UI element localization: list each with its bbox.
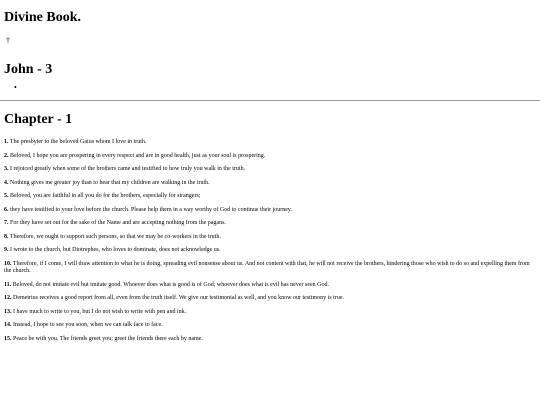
verse-number: 2. xyxy=(4,152,9,159)
verse-item xyxy=(4,261,536,276)
cross-icon: † xyxy=(6,36,10,45)
site-title: Divine Book. xyxy=(4,10,82,25)
verse-item xyxy=(4,153,536,161)
verse-text: I rejoiced greatly when some of the brothers came and testified to how truly you walk in the truth. xyxy=(10,166,246,172)
verse-item xyxy=(4,309,536,317)
verse-item xyxy=(4,247,536,255)
verse-number: 7. xyxy=(4,220,9,226)
verse-item xyxy=(4,322,536,330)
book-nav-item[interactable] xyxy=(14,83,536,93)
verse-number: 10. xyxy=(4,260,12,267)
verse-number: 12. xyxy=(4,295,12,301)
verse-number: 13. xyxy=(4,308,12,315)
verse-text: Therefore, if I come, I will draw attention to what he is doing, spreading evil nonsense about us. And not content with that, he will not receive the brothers, hindering those who wish to do so and expelling them from the church. xyxy=(4,260,530,274)
verse-number: 15. xyxy=(4,335,12,342)
chapter-title: Chapter - 1 xyxy=(4,112,73,127)
verse-item xyxy=(4,193,536,201)
divider xyxy=(0,100,540,101)
verse-text: Demetrius receives a good report from all, even from the truth itself. We give our testimonial as well, and you know our testimony is true. xyxy=(13,295,344,301)
verse-text: Beloved, I hope you are prospering in every respect and are in good health, just as your soul is prospering. xyxy=(10,152,266,159)
verse-list xyxy=(4,139,536,343)
verse-number: 3. xyxy=(4,166,9,172)
verse-number: 1. xyxy=(4,139,9,145)
verse-number: 14. xyxy=(4,322,12,328)
verse-item xyxy=(4,139,536,147)
verse-text: they have testified to your love before the church. Please help them in a way worthy of God to continue their journey. xyxy=(10,206,293,213)
book-nav-list xyxy=(4,83,536,93)
verse-item xyxy=(4,207,536,215)
verse-number: 8. xyxy=(4,233,9,240)
verse-text: Beloved, do not imitate evil but imitate good. Whoever does what is good is of God; whoever does what is evil has never seen God. xyxy=(12,281,329,288)
verse-text: Peace be with you. The friends greet you; greet the friends there each by name. xyxy=(13,335,203,342)
verse-item xyxy=(4,282,536,290)
verse-text: The presbyter to the beloved Gaius whom I love in truth. xyxy=(9,139,147,145)
verse-text: Instead, I hope to see you soon, when we can talk face to face. xyxy=(13,322,163,328)
verse-text: I have much to write to you, but I do not wish to write with pen and ink. xyxy=(13,308,187,315)
verse-number: 11. xyxy=(4,281,12,288)
verse-text: Therefore, we ought to support such persons, so that we may be co-workers in the truth. xyxy=(9,233,221,240)
verse-text: Nothing gives me greater joy than to hear that my children are walking in the truth. xyxy=(10,179,210,186)
verse-item xyxy=(4,336,536,344)
verse-number: 9. xyxy=(4,247,9,253)
verse-item xyxy=(4,220,536,228)
verse-text: Beloved, you are faithful in all you do for the brothers, especially for strangers; xyxy=(10,193,201,199)
verse-number: 4. xyxy=(4,179,9,186)
verse-item xyxy=(4,234,536,242)
verse-text: I wrote to the church, but Diotrephes, who loves to dominate, does not acknowledge us. xyxy=(10,247,221,253)
book-title: John - 3 xyxy=(4,62,53,77)
verse-number: 6. xyxy=(4,206,9,213)
verse-number: 5. xyxy=(4,193,9,199)
verse-item xyxy=(4,295,536,303)
verse-item xyxy=(4,180,536,188)
verse-text: For they have set out for the sake of the Name and are accepting nothing from the pagans. xyxy=(10,220,226,226)
verse-item xyxy=(4,166,536,174)
